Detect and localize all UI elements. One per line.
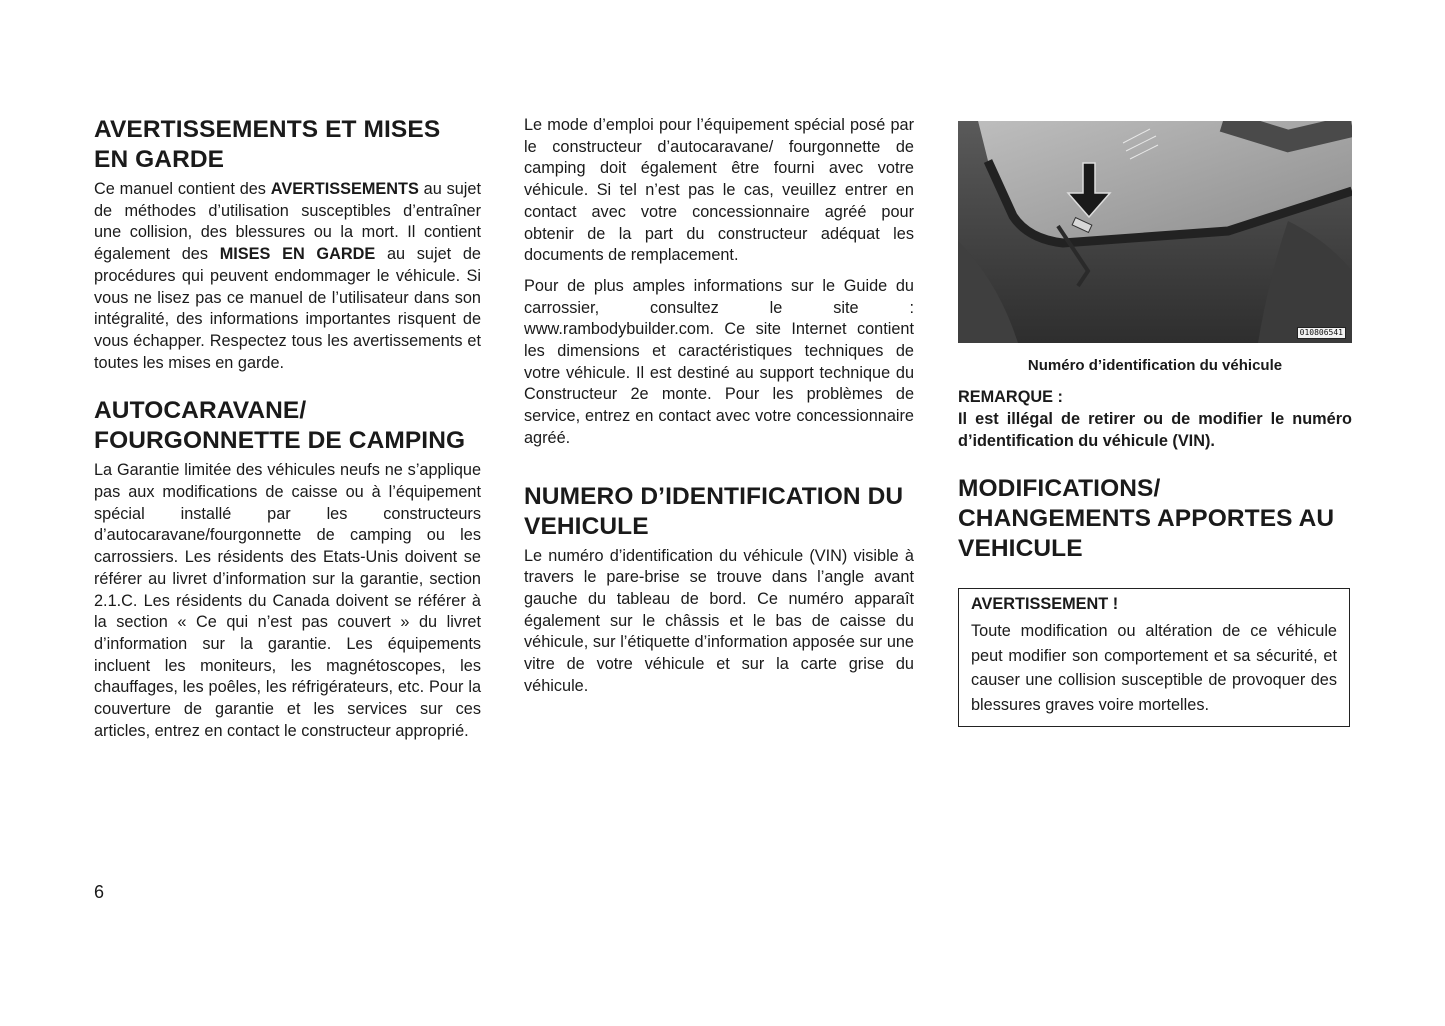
motorhome-heading: AUTOCARAVANE/ FOURGONNETTE DE CAMPING bbox=[94, 397, 466, 455]
warning-text: Toute modification ou altération de ce véhicule peut modifier son comportement et sa sécurité, et causer une collision susceptible de provoquer des blessures graves voire mortelles. bbox=[971, 622, 1337, 714]
motorhome-paragraph: La Garantie limitée des véhicules neufs ne s’applique pas aux modifications de caisse ou à l’équipement spécial installé par les constructeurs d’autocaravane/fourgonnette de camping ou les carrossiers. Les résidents des Etats-Unis doivent se référer au livret d’information sur la garantie, section 2.1.C. Les résidents du Canada doivent se référer à la section « Ce qui n’est pas couvert » du livret d’information sur la garantie. Les équipements incluent les moniteurs, les magnétoscopes, les chauffages, les poêles, les réfrigérateurs, etc. Pour la couverture de garantie et les services sur ces articles, entrez en contact le constructeur approprié. bbox=[94, 461, 481, 740]
remark-text: Il est illégal de retirer ou de modifier le numéro d’identification du véhicule (VIN). bbox=[958, 410, 1352, 450]
windshield-vin-illustration bbox=[958, 121, 1352, 343]
page-number: 6 bbox=[94, 882, 105, 902]
vin-heading: NUMERO D’IDENTIFICATION DU VEHICULE bbox=[524, 482, 904, 540]
vin-location-figure bbox=[958, 121, 1352, 343]
warning-box bbox=[958, 588, 1350, 727]
figure-code-label: 010806541 bbox=[1297, 327, 1346, 339]
bodybuilder-paragraph: Pour de plus amples informations sur le Guide du carrossier, consultez le site : www.rambodybuilder.com. Ce site Internet contient les dimensions et caractéristiques techniques de votre véhicule. Il est destiné au support technique du Constructeur 2e monte. Pour les problèmes de service, entrez en contact avec votre concessionnaire agréé. bbox=[524, 276, 914, 447]
warnings-paragraph: Ce manuel contient des AVERTISSEMENTS au sujet de méthodes d’utilisation susceptibles d’entraîner une collision, des blessures ou la mort. Il contient également des MISES EN GARDE au sujet de procédures qui peuvent endommager le véhicule. Si vous ne lisez pas ce manuel de l’utilisateur dans son intégralité, des informations importantes risquent de vous échapper. Respectez tous les avertissements et toutes les mises en garde. bbox=[94, 180, 481, 372]
vin-paragraph: Le numéro d’identification du véhicule (VIN) visible à travers le pare-brise se trouve dans l’angle avant gauche du tableau de bord. Ce numéro apparaît également sur le châssis et le bas de caisse du véhicule, sur l’étiquette d’information apposée sur une vitre de votre véhicule et sur la carte grise du véhicule. bbox=[524, 546, 914, 695]
middle-column bbox=[524, 115, 914, 697]
remark-heading: REMARQUE : bbox=[958, 388, 1063, 406]
equipment-paragraph: Le mode d’emploi pour l’équipement spécial posé par le constructeur d’autocaravane/ fourgonnette de camping doit également être fourni avec votre véhicule. Si tel n’est pas le cas, veuillez entrer en contact avec votre concessionnaire agréé pour obtenir de la part du constructeur adéquat les documents de remplacement. bbox=[524, 116, 914, 265]
warning-title: AVERTISSEMENT ! bbox=[971, 595, 1119, 613]
left-column bbox=[94, 115, 481, 742]
warnings-heading: AVERTISSEMENTS ET MISES EN GARDE bbox=[94, 116, 441, 173]
modifications-heading: MODIFICATIONS/ CHANGEMENTS APPORTES AU VEHICULE bbox=[958, 475, 1335, 562]
figure-caption: Numéro d’identification du véhicule bbox=[1027, 357, 1283, 374]
right-column bbox=[958, 115, 1352, 727]
